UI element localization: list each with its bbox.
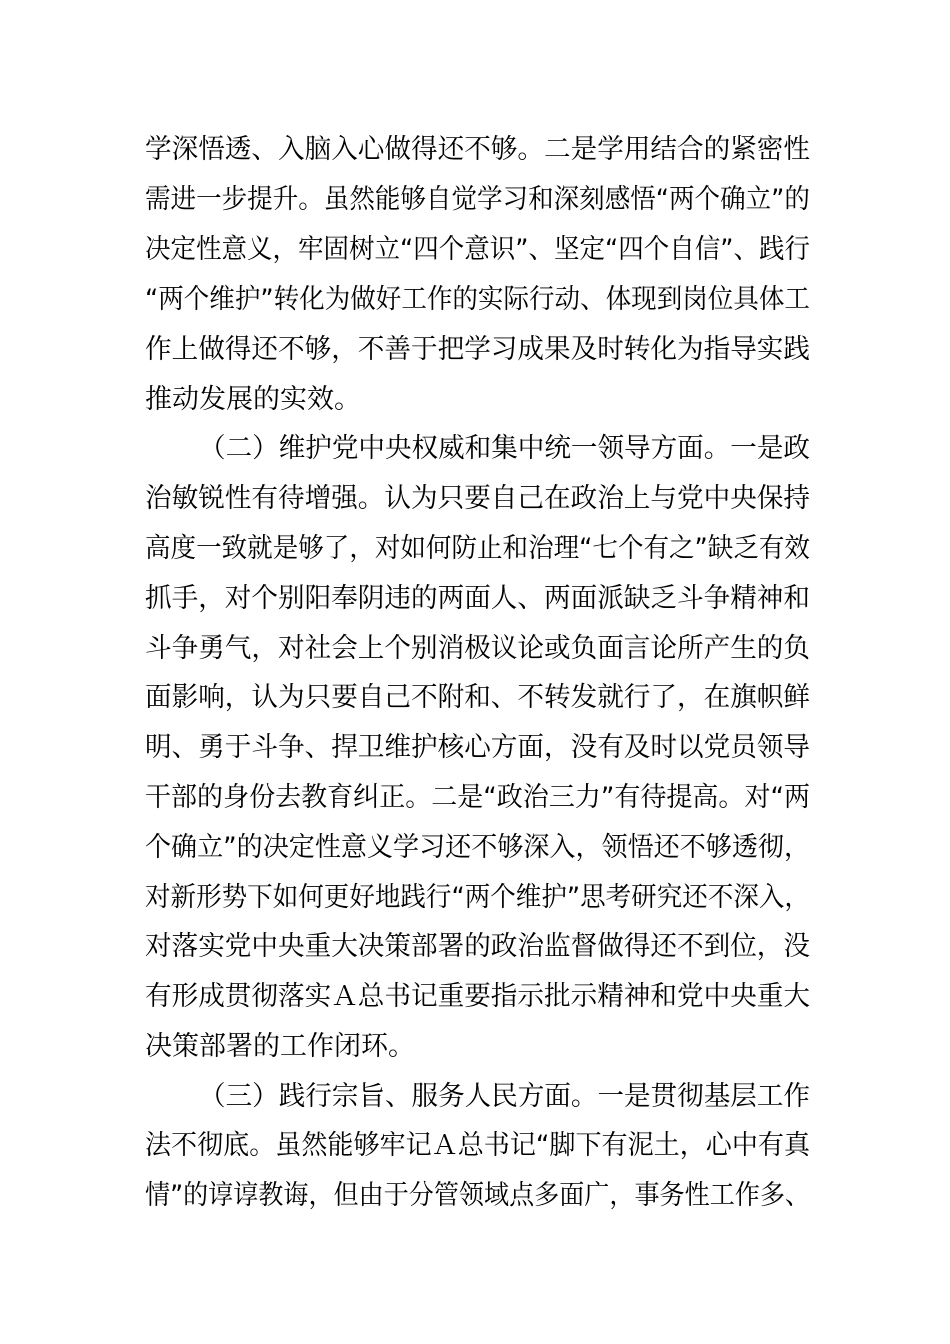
paragraph-heading-line: （二）维护党中央权威和集中统一领导方面。一是政 (199, 433, 811, 464)
text-line: 明、勇于斗争、捍卫维护核心方面，没有及时以党员领导 (145, 732, 811, 763)
text-line: 法不彻底。虽然能够牢记Ａ总书记“脚下有泥土，心中有真 (145, 1130, 811, 1161)
text-line: 学深悟透、入脑入心做得还不够。二是学用结合的紧密性 (145, 134, 811, 165)
text-line: 面影响，认为只要自己不附和、不转发就行了，在旗帜鲜 (145, 682, 811, 713)
text-line: 干部的身份去教育纠正。二是“政治三力”有待提高。对“两 (145, 782, 810, 813)
text-line: 有形成贯彻落实Ａ总书记重要指示批示精神和党中央重大 (145, 981, 811, 1012)
text-line: 情”的谆谆教诲，但由于分管领域点多面广，事务性工作多、 (145, 1180, 811, 1211)
text-line: 高度一致就是够了，对如何防止和治理“七个有之”缺乏有效 (145, 533, 810, 564)
text-line: 作上做得还不够，不善于把学习成果及时转化为指导实践 (145, 334, 811, 365)
text-line: 个确立”的决定性意义学习还不够深入，领悟还不够透彻， (145, 832, 811, 863)
text-line: 推动发展的实效。 (145, 384, 361, 415)
text-line: “两个维护”转化为做好工作的实际行动、体现到岗位具体工 (145, 284, 810, 315)
text-line: 对落实党中央重大决策部署的政治监督做得还不到位，没 (145, 931, 811, 962)
text-line: 斗争勇气，对社会上个别消极议论或负面言论所产生的负 (145, 633, 811, 664)
text-line: 治敏锐性有待增强。认为只要自己在政治上与党中央保持 (145, 483, 811, 514)
text-line: 决策部署的工作闭环。 (145, 1031, 415, 1062)
paragraph-heading-line: （三）践行宗旨、服务人民方面。一是贯彻基层工作 (199, 1081, 811, 1112)
text-line: 决定性意义，牢固树立“四个意识”、坚定“四个自信”、践行 (145, 234, 810, 265)
text-line: 抓手，对个别阳奉阴违的两面人、两面派缺乏斗争精神和 (145, 583, 811, 614)
text-line: 对新形势下如何更好地践行“两个维护”思考研究还不深入， (145, 882, 810, 913)
text-line: 需进一步提升。虽然能够自觉学习和深刻感悟“两个确立”的 (145, 184, 810, 215)
